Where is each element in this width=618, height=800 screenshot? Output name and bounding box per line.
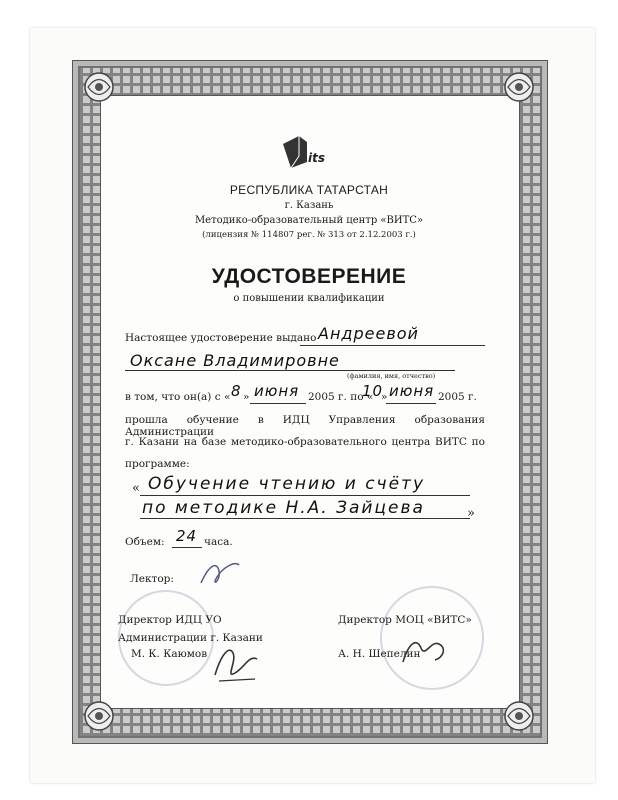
right-signature [395,628,455,677]
recipient-name: Оксане Владимировне [130,351,340,370]
program-close-quote: » [467,506,475,521]
program-open-quote: « [132,481,140,496]
program-title-line-1: Обучение чтению и счёту [148,474,426,494]
month-to: июня [389,382,435,400]
quote-close: » [381,391,388,403]
date-from: 8 [231,382,242,400]
republic-heading: РЕСПУБЛИКА ТАТАРСТАН [229,183,389,197]
left-signature [205,635,265,694]
corner-ornament-icon [500,68,538,106]
underline [386,403,436,404]
corner-ornament-icon [80,68,118,106]
lector-signature [195,555,245,599]
training-line-2: г. Казани на базе методико-образовательного центра ВИТС по [125,436,485,448]
underline [140,518,470,519]
name-caption: (фамилия, имя, отчество) [347,372,436,380]
hours-unit: часа. [204,536,233,548]
hours-value: 24 [176,527,198,545]
program-title-line-2: по методике Н.А. Зайцева [142,498,425,518]
hours-label: Объем: [125,536,165,548]
training-line-1: прошла обучение в ИДЦ Управления образования Администрации [125,414,485,438]
dates-intro: в том, что он(а) с « [125,391,231,403]
underline [125,370,455,371]
left-signer-title-2: Администрации г. Казани [118,632,263,644]
document-title: УДОСТОВЕРЕНИЕ [211,265,407,288]
vits-logo-icon [279,132,331,172]
left-signer-name: М. К. Каюмов [131,648,208,660]
program-label: программе: [125,458,190,470]
corner-ornament-icon [80,697,118,735]
date-to: 10 [362,382,384,400]
lector-label: Лектор: [130,573,174,585]
quote-close: » [243,391,250,403]
year-to: 2005 г. [438,391,477,403]
right-signer-name: А. Н. Шепелин [338,648,421,660]
issued-label: Настоящее удостоверение выдано [125,332,317,344]
underline [140,495,470,496]
underline [250,403,306,404]
underline [172,547,202,548]
city-heading: г. Казань [284,200,334,211]
organization-name: Методико-образовательный центр «ВИТС» [194,215,424,226]
corner-ornament-icon [500,697,538,735]
left-signer-title-1: Директор ИДЦ УО [118,614,222,626]
recipient-surname: Андреевой [318,324,419,343]
year-from: 2005 г. по « [308,391,374,403]
right-signer-title: Директор МОЦ «ВИТС» [338,614,472,626]
license-info: (лицензия № 114807 рег. № 313 от 2.12.2003 г.) [202,230,416,240]
underline [300,345,485,346]
logo-text: its [308,151,325,165]
document-subtitle: о повышении квалификации [233,293,385,304]
month-from: июня [254,382,300,400]
